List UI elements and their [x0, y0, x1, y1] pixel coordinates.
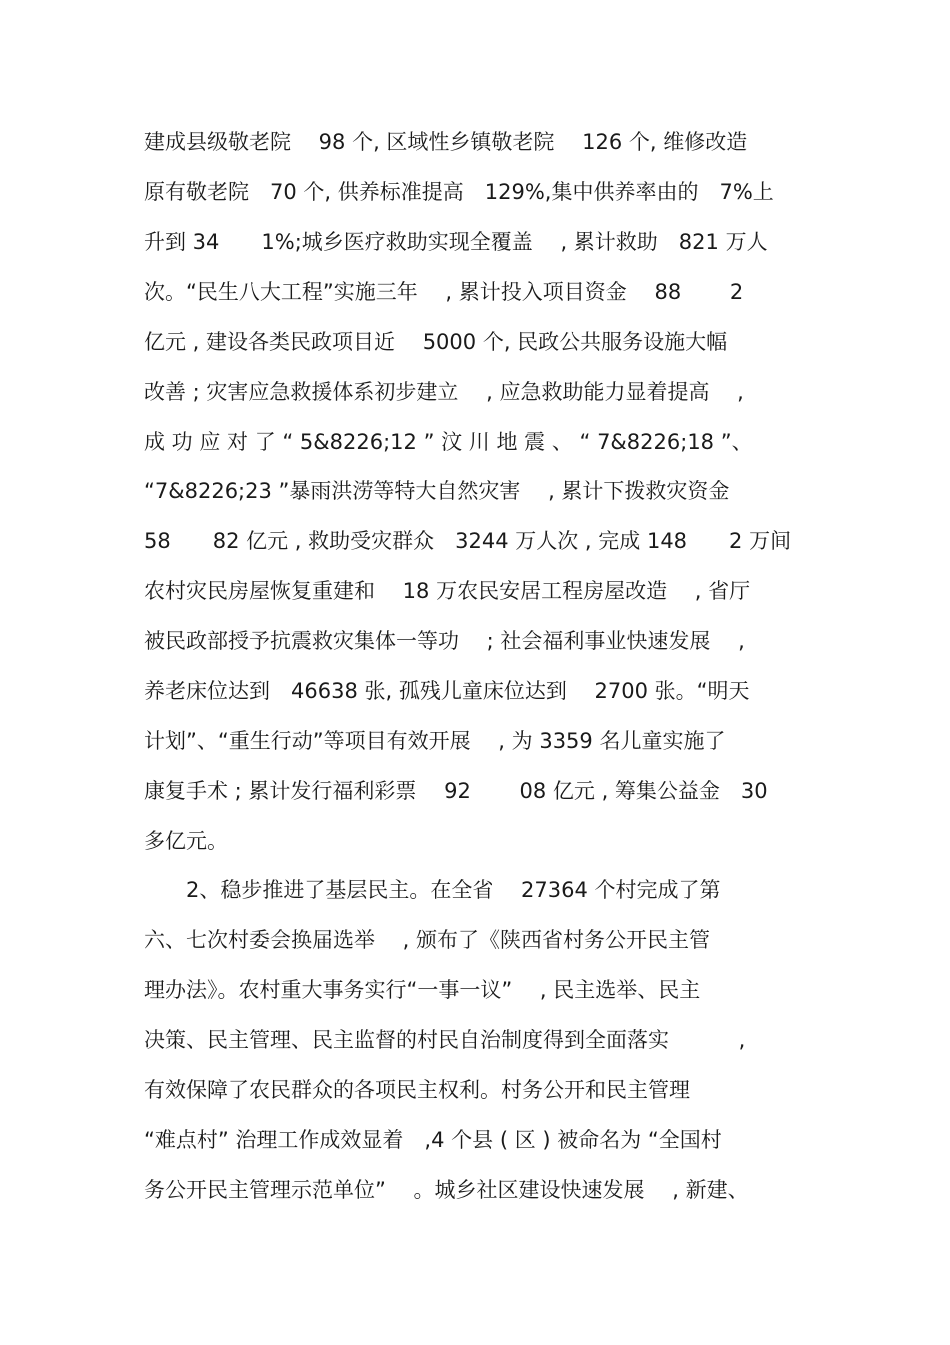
text-line: 多亿元。	[144, 829, 228, 853]
text-line: 原有敬老院 70 个, 供养标准提高 129%,集中供养率由的 7%上	[144, 180, 774, 204]
paragraph-start-line: 2、稳步推进了基层民主。在全省 27364 个村完成了第	[144, 878, 721, 902]
text-line: 成 功 应 对 了 “ 5&8226;12 ” 汶 川 地 震 、 “ 7&8226;18 ”、	[144, 430, 753, 454]
text-line: 农村灾民房屋恢复重建和 18 万农民安居工程房屋改造 , 省厅	[144, 579, 751, 603]
text-line: 58 82 亿元 , 救助受灾群众 3244 万人次 , 完成 148 2 万间	[144, 529, 792, 553]
text-line: 被民政部授予抗震救灾集体一等功 ; 社会福利事业快速发展 ,	[144, 629, 745, 653]
text-line: 康复手术 ; 累计发行福利彩票 92 08 亿元 , 筹集公益金 30	[144, 779, 768, 803]
text-line: 亿元 , 建设各类民政项目近 5000 个, 民政公共服务设施大幅	[144, 330, 728, 354]
text-line: 有效保障了农民群众的各项民主权利。村务公开和民主管理	[144, 1078, 690, 1102]
text-line: “难点村” 治理工作成效显着 ,4 个县 ( 区 ) 被命名为 “全国村	[144, 1128, 722, 1152]
text-line: 务公开民主管理示范单位” 。城乡社区建设快速发展 , 新建、	[144, 1178, 749, 1202]
text-line: 建成县级敬老院 98 个, 区域性乡镇敬老院 126 个, 维修改造	[144, 130, 748, 154]
text-line: “7&8226;23 ”暴雨洪涝等特大自然灾害 , 累计下拨救灾资金	[144, 479, 730, 503]
text-line: 次。“民生八大工程”实施三年 , 累计投入项目资金 88 2	[144, 280, 744, 304]
text-line: 六、七次村委会换届选举 , 颁布了《陕西省村务公开民主管	[144, 928, 711, 952]
text-line: 养老床位达到 46638 张, 孤残儿童床位达到 2700 张。“明天	[144, 679, 750, 703]
text-line: 计划”、“重生行动”等项目有效开展 , 为 3359 名儿童实施了	[144, 729, 726, 753]
text-line: 决策、民主管理、民主监督的村民自治制度得到全面落实 ,	[144, 1028, 746, 1052]
text-line: 升到 34 1%;城乡医疗救助实现全覆盖 , 累计救助 821 万人	[144, 230, 768, 254]
text-line: 改善 ; 灾害应急救援体系初步建立 , 应急救助能力显着提高 ,	[144, 380, 744, 404]
text-line: 理办法》。农村重大事务实行“一事一议” , 民主选举、民主	[144, 978, 701, 1002]
